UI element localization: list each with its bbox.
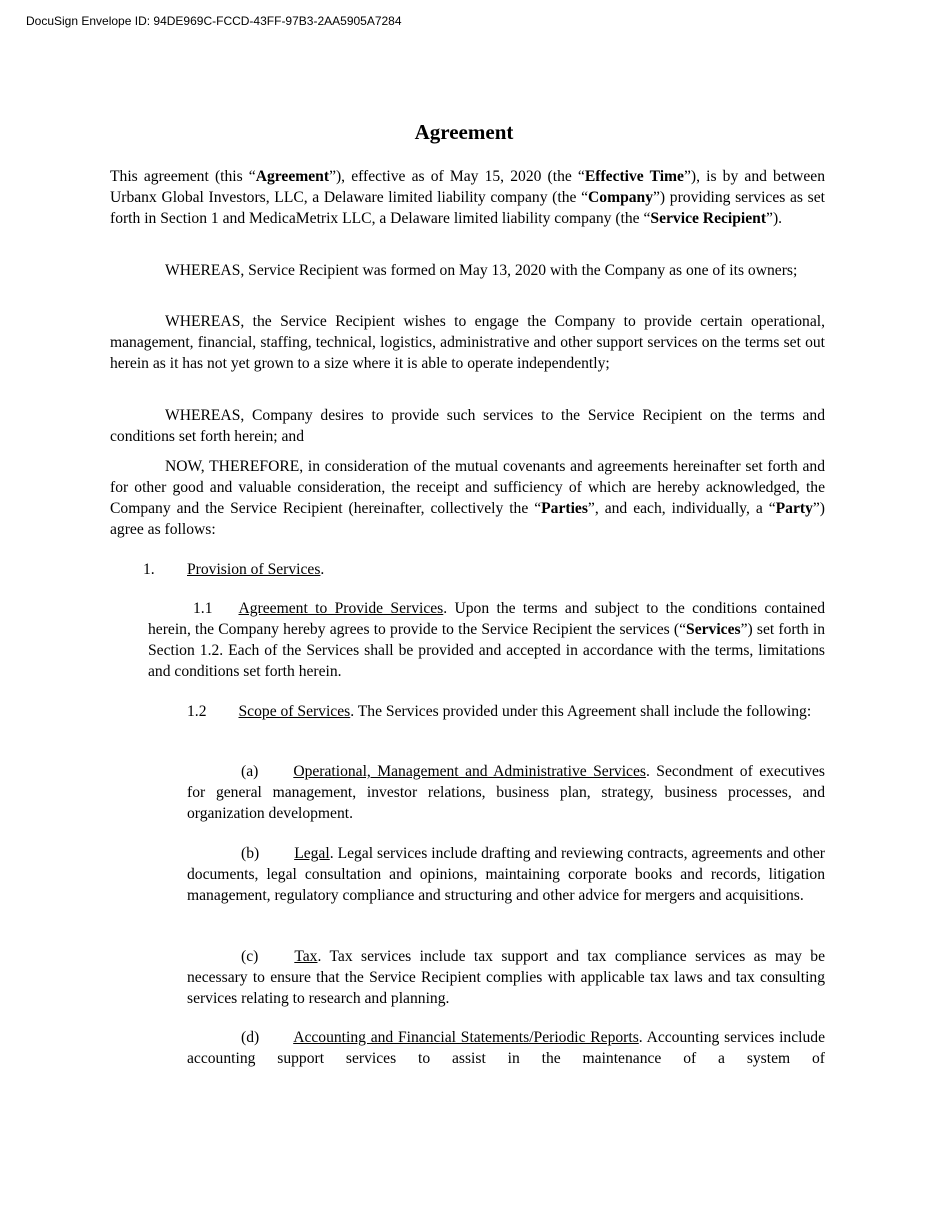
intro-text-5: ”). <box>766 210 783 227</box>
whereas-paragraph-1 <box>110 260 825 281</box>
intro-text-4: ”) providing services as set forth in Section 1 and MedicaMetrix LLC, a Delaware limited liability company (the “ <box>110 189 825 227</box>
section-1-2-number: 1.2 <box>187 703 207 720</box>
item-a-label: (a) <box>241 763 259 780</box>
item-a-text: . Secondment of executives for general management, investor relations, business plan, strategy, business processes, and organization development. <box>187 763 826 822</box>
whereas-text-3: WHEREAS, Company desires to provide such services to the Service Recipient on the terms and conditions set forth herein; and <box>110 407 825 445</box>
now-therefore-text-2: ”, and each, individually, a “ <box>587 500 776 517</box>
section-1-2-paragraph <box>143 701 825 722</box>
section-1-1-number: 1.1 <box>193 600 213 617</box>
item-c-label: (c) <box>241 948 259 965</box>
section-1-2-text: . The Services provided under this Agreement shall include the following: <box>350 703 812 720</box>
section-1-period: . <box>320 561 325 578</box>
section-1-number: 1. <box>143 561 155 578</box>
defined-term-service-recipient: Service Recipient <box>650 210 767 227</box>
item-c-text: . Tax services include tax support and tax compliance services as may be necessary to ensure that the Service Recipient complies with applicable tax laws and tax consulting services relating to research and planning. <box>187 948 825 1007</box>
whereas-text-2: WHEREAS, the Service Recipient wishes to engage the Company to provide certain operational, management, financial, staffing, technical, logistics, administrative and other support services on the terms set out herein as it has not yet grown to a size where it is able to operate independently; <box>110 313 825 372</box>
whereas-paragraph-2 <box>110 311 825 374</box>
section-1-1-text-1: . Upon the terms and subject to the conditions contained herein, the Company hereby agrees to provide to the Service Recipient the services (“ <box>148 600 825 638</box>
list-item <box>187 843 825 906</box>
defined-term-effective-time: Effective Time <box>584 168 684 185</box>
section-1-1-text-2: ”) set forth in Section 1.2. Each of the Services shall be provided and accepted in accordance with the terms, limitations and conditions set forth herein. <box>148 621 826 680</box>
item-b-text: . Legal services include drafting and reviewing contracts, agreements and other documents, legal consultation and opinions, maintaining corporate books and records, litigation management, regulatory compliance and structuring and other advice for mergers and acquisitions. <box>187 845 825 904</box>
whereas-paragraph-3 <box>110 405 825 447</box>
item-d-title: Accounting and Financial Statements/Periodic Reports <box>293 1029 639 1046</box>
list-item <box>187 946 825 1009</box>
intro-text-1: This agreement (this “ <box>110 168 256 185</box>
item-d-text: . Accounting services include accounting support services to assist in the maintenance of a system of <box>187 1029 825 1067</box>
list-item <box>187 761 825 824</box>
defined-term-company: Company <box>588 189 654 206</box>
section-1-1-title: Agreement to Provide Services <box>238 600 444 617</box>
defined-term-services: Services <box>686 621 741 638</box>
defined-term-party: Party <box>775 500 813 517</box>
item-a-title: Operational, Management and Administrative Services <box>293 763 646 780</box>
intro-paragraph <box>110 166 825 229</box>
intro-text-3: ”), is by and between Urbanx Global Investors, LLC, a Delaware limited liability company (the “ <box>110 168 826 206</box>
item-b-label: (b) <box>241 845 260 862</box>
item-c-title: Tax <box>294 948 318 965</box>
defined-term-agreement: Agreement <box>255 168 330 185</box>
item-d-label: (d) <box>241 1029 260 1046</box>
item-b-title: Legal <box>294 845 330 862</box>
section-1-title: Provision of Services <box>187 561 321 578</box>
section-1-heading <box>187 559 324 580</box>
defined-term-parties: Parties <box>541 500 588 517</box>
section-1-1-paragraph <box>148 598 825 682</box>
now-therefore-text-1: NOW, THEREFORE, in consideration of the mutual covenants and agreements hereinafter set forth and for other good and valuable consideration, the receipt and sufficiency of which are hereby acknowledged, the Company and the Service Recipient (hereinafter, collectively the “ <box>110 458 825 517</box>
page-title: Agreement <box>414 120 514 144</box>
now-therefore-text-3: ”) agree as follows: <box>110 500 825 538</box>
envelope-id: DocuSign Envelope ID: 94DE969C-FCCD-43FF-97B3-2AA5905A7284 <box>26 14 402 28</box>
section-1-2-title: Scope of Services <box>238 703 351 720</box>
list-item <box>187 1027 825 1069</box>
now-therefore-paragraph <box>110 456 825 540</box>
whereas-text-1: WHEREAS, Service Recipient was formed on May 13, 2020 with the Company as one of its owners; <box>165 262 798 279</box>
intro-text-2: ”), effective as of May 15, 2020 (the “ <box>329 168 585 185</box>
